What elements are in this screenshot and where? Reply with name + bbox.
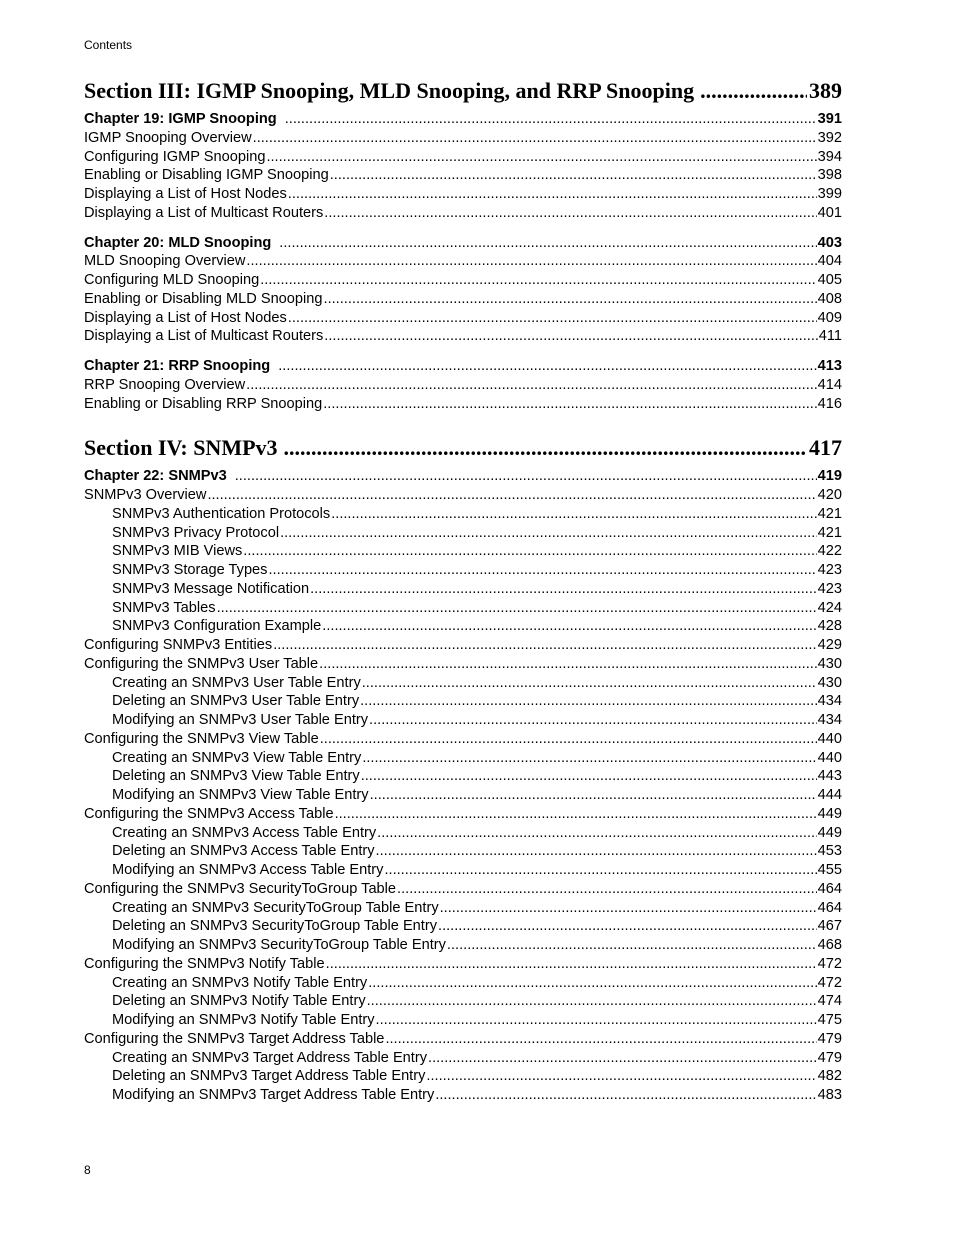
toc-subentry-page: 444 [817, 787, 842, 803]
toc-entry-title: Enabling or Disabling RRP Snooping [84, 395, 323, 412]
toc-subentry-page: 449 [817, 824, 842, 841]
section-heading-page: 417 [809, 435, 842, 461]
dot-leader [320, 730, 817, 749]
spacer [84, 346, 842, 357]
toc-entry[interactable] [84, 327, 842, 346]
toc-subentry-title: Modifying an SNMPv3 View Table Entry [112, 787, 369, 803]
toc-subentry-title: Deleting an SNMPv3 User Table Entry [112, 693, 360, 710]
dot-leader [268, 561, 816, 580]
toc-entry[interactable] [84, 290, 842, 309]
section-heading[interactable] [84, 433, 842, 463]
toc-entry-page: 420 [817, 487, 842, 503]
toc-subentry-title: Deleting an SNMPv3 Target Address Table Entry [112, 1068, 426, 1085]
toc-entry-title: Displaying a List of Multicast Routers [84, 204, 324, 221]
toc-entry[interactable] [84, 395, 842, 414]
dot-leader [326, 955, 817, 974]
toc-subentry[interactable] [84, 617, 842, 636]
toc-subentry-title: Creating an SNMPv3 View Table Entry [112, 749, 362, 766]
dot-leader [384, 861, 816, 880]
toc-entry[interactable] [84, 636, 842, 655]
dot-leader [280, 524, 817, 543]
toc-entry-page: 472 [817, 955, 842, 972]
dot-leader [243, 542, 816, 561]
dot-leader [361, 767, 817, 786]
toc-entry-page: 464 [817, 880, 842, 897]
toc-subentry[interactable] [84, 917, 842, 936]
toc-subentry-title: SNMPv3 Privacy Protocol [112, 524, 280, 541]
toc-subentry[interactable] [84, 1011, 842, 1030]
toc-subentry-page: 430 [817, 674, 842, 691]
dot-leader [368, 974, 816, 993]
toc-entry-title: Configuring the SNMPv3 SecurityToGroup Table [84, 880, 397, 897]
toc-entry-page: 399 [817, 186, 842, 202]
toc-entry-title: Configuring the SNMPv3 Notify Table [84, 955, 325, 972]
toc-entry[interactable] [84, 148, 842, 167]
dot-leader [319, 655, 816, 674]
toc-entry-title: MLD Snooping Overview [84, 253, 246, 270]
toc-subentry[interactable] [84, 692, 842, 711]
toc-subentry[interactable] [84, 524, 842, 543]
toc-entry[interactable] [84, 309, 842, 328]
dot-leader [310, 580, 817, 599]
toc-subentry-page: 474 [817, 993, 842, 1010]
dot-leader [217, 599, 817, 618]
toc-entry-title: Enabling or Disabling IGMP Snooping [84, 167, 329, 184]
toc-subentry-title: Deleting an SNMPv3 SecurityToGroup Table Entry [112, 918, 438, 935]
toc-entry-title: Configuring IGMP Snooping [84, 148, 266, 165]
toc-entry-title: Displaying a List of Multicast Routers [84, 328, 324, 345]
dot-leader [285, 110, 817, 129]
toc-subentry[interactable] [84, 992, 842, 1011]
toc-entry[interactable] [84, 805, 842, 824]
toc-entry-title: Configuring the SNMPv3 User Table [84, 655, 319, 672]
dot-leader [367, 992, 817, 1011]
dot-leader [288, 185, 817, 204]
toc-subentry-page: 421 [817, 524, 842, 541]
toc-subentry[interactable] [84, 899, 842, 918]
toc-subentry[interactable] [84, 1049, 842, 1068]
toc-subentry-title: SNMPv3 Storage Types [112, 562, 268, 578]
toc-subentry-page: 468 [817, 937, 842, 953]
toc-entry-page: 398 [817, 167, 842, 184]
dot-leader [324, 327, 817, 346]
dot-leader [284, 433, 807, 463]
toc-subentry-page: 467 [817, 918, 842, 935]
dot-leader [323, 395, 816, 414]
toc-entry[interactable] [84, 486, 842, 505]
dot-leader [397, 880, 817, 899]
toc-entry[interactable] [84, 880, 842, 899]
toc-entry[interactable] [84, 252, 842, 271]
section-heading-page: 389 [809, 78, 842, 103]
toc-entry-title: Configuring the SNMPv3 Access Table [84, 805, 334, 822]
toc-subentry-title: SNMPv3 Message Notification [112, 580, 310, 597]
toc-entry-page: 449 [817, 805, 842, 822]
toc-subentry[interactable] [84, 1086, 842, 1105]
toc-entry-title: Configuring the SNMPv3 Target Address Table [84, 1030, 385, 1047]
dot-leader [207, 486, 816, 505]
toc-subentry-page: 464 [817, 899, 842, 916]
page-number: 8 [84, 1163, 91, 1177]
toc-entry-page: 404 [817, 253, 842, 270]
chapter-entry-page: 419 [817, 468, 842, 485]
dot-leader [279, 234, 816, 253]
dot-leader [324, 290, 817, 309]
dot-leader [253, 129, 817, 148]
toc-subentry[interactable] [84, 786, 842, 805]
toc-subentry[interactable] [84, 561, 842, 580]
toc-subentry-title: SNMPv3 Tables [112, 599, 216, 616]
toc-subentry[interactable] [84, 711, 842, 730]
toc-entry-page: 430 [817, 655, 842, 672]
chapter-entry-page: 403 [817, 234, 842, 251]
toc-subentry-page: 421 [817, 505, 842, 522]
toc-subentry-title: Creating an SNMPv3 Notify Table Entry [112, 974, 368, 991]
toc-entry[interactable] [84, 376, 842, 395]
dot-leader [324, 204, 816, 223]
toc-entry-page: 414 [817, 376, 842, 393]
toc-entry[interactable] [84, 955, 842, 974]
toc-entry-title: RRP Snooping Overview [84, 376, 246, 393]
toc-subentry-title: SNMPv3 Authentication Protocols [112, 505, 331, 522]
toc-subentry-title: Creating an SNMPv3 User Table Entry [112, 674, 361, 691]
toc-entry-title: Configuring the SNMPv3 View Table [84, 730, 319, 747]
toc-subentry[interactable] [84, 861, 842, 880]
dot-leader [335, 805, 817, 824]
toc-subentry-page: 428 [817, 618, 842, 635]
toc-subentry-page: 434 [817, 693, 842, 710]
toc-subentry-page: 472 [817, 974, 842, 991]
chapter-entry[interactable] [84, 234, 842, 253]
toc-subentry-page: 453 [817, 843, 842, 860]
toc-subentry-title: Creating an SNMPv3 Target Address Table Entry [112, 1049, 428, 1066]
toc-subentry-page: 422 [817, 543, 842, 560]
toc-subentry[interactable] [84, 542, 842, 561]
toc-subentry-title: Creating an SNMPv3 Access Table Entry [112, 824, 377, 841]
toc-entry-title: Displaying a List of Host Nodes [84, 186, 287, 202]
toc-entry[interactable] [84, 185, 842, 204]
toc-subentry-page: 479 [817, 1049, 842, 1066]
dot-leader [273, 636, 816, 655]
dot-leader [331, 505, 816, 524]
dot-leader [376, 842, 817, 861]
toc-entry[interactable] [84, 655, 842, 674]
toc-subentry[interactable] [84, 674, 842, 693]
toc-entry-page: 409 [817, 309, 842, 326]
toc-subentry-page: 434 [817, 712, 842, 728]
toc-subentry-page: 455 [817, 862, 842, 878]
dot-leader [235, 467, 817, 486]
toc-subentry-page: 482 [817, 1068, 842, 1085]
section-heading-title: Section IV: SNMPv3 [84, 435, 278, 461]
chapter-entry-title: Chapter 21: RRP Snooping [84, 358, 271, 374]
table-of-contents [84, 76, 842, 1105]
toc-entry[interactable] [84, 730, 842, 749]
toc-entry-page: 392 [817, 129, 842, 146]
dot-leader [700, 76, 807, 106]
toc-entry-page: 429 [817, 637, 842, 653]
chapter-entry-title: Chapter 22: SNMPv3 [84, 468, 227, 485]
dot-leader [322, 617, 816, 636]
dot-leader [266, 148, 816, 167]
toc-subentry-page: 483 [817, 1087, 842, 1103]
toc-entry-page: 408 [817, 290, 842, 307]
toc-subentry[interactable] [84, 599, 842, 618]
dot-leader [438, 917, 817, 936]
toc-entry-page: 405 [817, 272, 842, 288]
toc-subentry[interactable] [84, 1067, 842, 1086]
chapter-entry[interactable] [84, 357, 842, 376]
dot-leader [246, 376, 816, 395]
toc-subentry-page: 424 [817, 599, 842, 616]
dot-leader [426, 1067, 816, 1086]
toc-subentry[interactable] [84, 842, 842, 861]
toc-subentry-title: Deleting an SNMPv3 View Table Entry [112, 768, 360, 785]
toc-subentry-page: 440 [817, 749, 842, 766]
section-heading-title: Section III: IGMP Snooping, MLD Snooping, and RRP Snooping [84, 78, 695, 103]
chapter-entry[interactable] [84, 467, 842, 486]
toc-subentry-title: Modifying an SNMPv3 User Table Entry [112, 712, 369, 728]
dot-leader [376, 1011, 817, 1030]
toc-subentry-title: Deleting an SNMPv3 Access Table Entry [112, 843, 375, 860]
toc-entry-page: 401 [817, 204, 842, 221]
dot-leader [278, 357, 816, 376]
toc-subentry-title: SNMPv3 MIB Views [112, 543, 243, 560]
toc-subentry-title: Modifying an SNMPv3 SecurityToGroup Table Entry [112, 937, 446, 953]
toc-subentry[interactable] [84, 767, 842, 786]
toc-subentry-page: 443 [817, 768, 842, 785]
toc-entry-page: 416 [817, 395, 842, 412]
dot-leader [370, 786, 817, 805]
dot-leader [260, 271, 816, 290]
dot-leader [362, 674, 817, 693]
toc-subentry-title: Modifying an SNMPv3 Notify Table Entry [112, 1012, 375, 1028]
section-heading[interactable] [84, 76, 842, 106]
toc-entry[interactable] [84, 204, 842, 223]
toc-subentry-title: Modifying an SNMPv3 Target Address Table Entry [112, 1087, 435, 1103]
dot-leader [385, 1030, 816, 1049]
toc-subentry-page: 475 [817, 1012, 842, 1028]
dot-leader [369, 711, 817, 730]
dot-leader [360, 692, 817, 711]
toc-entry-page: 394 [817, 148, 842, 165]
toc-subentry-title: Modifying an SNMPv3 Access Table Entry [112, 862, 384, 878]
dot-leader [288, 309, 817, 328]
toc-entry-page: 440 [817, 730, 842, 747]
toc-entry[interactable] [84, 271, 842, 290]
toc-entry-title: IGMP Snooping Overview [84, 129, 252, 146]
toc-entry[interactable] [84, 166, 842, 185]
toc-entry-title: SNMPv3 Overview [84, 487, 207, 503]
toc-subentry[interactable] [84, 824, 842, 843]
dot-leader [447, 936, 817, 955]
chapter-entry-page: 413 [817, 358, 842, 374]
toc-entry-page: 479 [817, 1030, 842, 1047]
dot-leader [246, 252, 816, 271]
toc-subentry[interactable] [84, 505, 842, 524]
toc-subentry-title: Deleting an SNMPv3 Notify Table Entry [112, 993, 366, 1010]
spacer [84, 413, 842, 433]
toc-entry-title: Configuring SNMPv3 Entities [84, 637, 273, 653]
toc-entry[interactable] [84, 1030, 842, 1049]
chapter-entry-title: Chapter 20: MLD Snooping [84, 234, 272, 251]
toc-entry-title: Enabling or Disabling MLD Snooping [84, 290, 323, 307]
toc-subentry[interactable] [84, 749, 842, 768]
spacer [84, 223, 842, 234]
dot-leader [440, 899, 817, 918]
toc-subentry[interactable] [84, 936, 842, 955]
toc-subentry-title: Creating an SNMPv3 SecurityToGroup Table Entry [112, 899, 439, 916]
dot-leader [362, 749, 816, 768]
dot-leader [377, 824, 816, 843]
dot-leader [435, 1086, 816, 1105]
toc-subentry-page: 423 [817, 580, 842, 597]
toc-subentry-title: SNMPv3 Configuration Example [112, 618, 322, 635]
toc-entry-page: 411 [818, 328, 842, 345]
toc-subentry[interactable] [84, 974, 842, 993]
toc-entry[interactable] [84, 129, 842, 148]
toc-subentry-page: 423 [817, 562, 842, 578]
toc-subentry[interactable] [84, 580, 842, 599]
running-header: Contents [84, 38, 133, 52]
toc-entry-title: Configuring MLD Snooping [84, 272, 260, 288]
chapter-entry-title: Chapter 19: IGMP Snooping [84, 111, 277, 127]
chapter-entry[interactable] [84, 110, 842, 129]
chapter-entry-page: 391 [817, 111, 842, 127]
toc-entry-title: Displaying a List of Host Nodes [84, 309, 287, 326]
dot-leader [428, 1049, 817, 1068]
dot-leader [330, 166, 817, 185]
